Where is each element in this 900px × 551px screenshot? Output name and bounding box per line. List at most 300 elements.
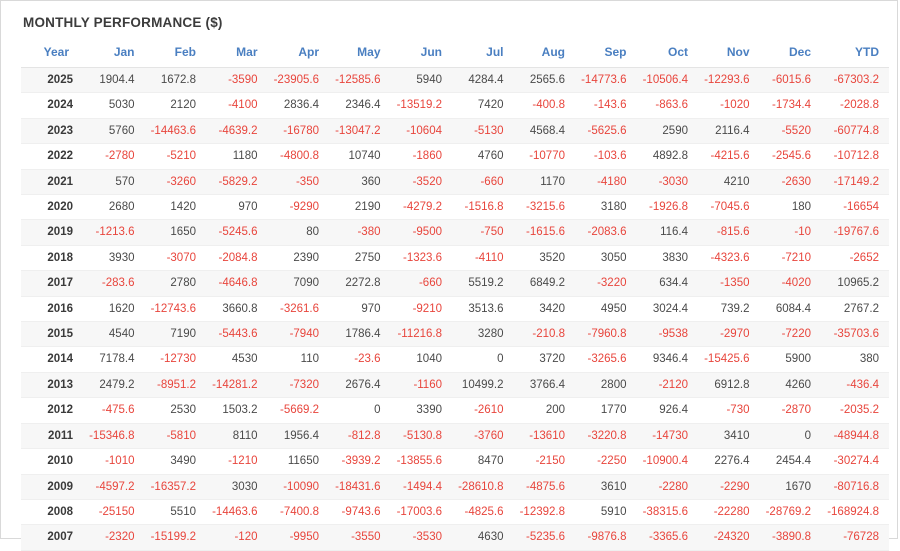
cell-dec: 1670 xyxy=(785,480,811,493)
cell-ytd: -10712.8 xyxy=(833,150,879,163)
cell-sep: 2800 xyxy=(600,378,627,391)
table-row[interactable] xyxy=(21,271,889,296)
cell-feb: 2530 xyxy=(170,404,196,417)
cell-nov: -2290 xyxy=(720,480,750,493)
cell-aug: -210.8 xyxy=(532,328,565,341)
cell-nov: -22280 xyxy=(713,505,750,518)
cell-feb: 1420 xyxy=(170,201,196,214)
cell-oct: 9346.4 xyxy=(652,353,688,366)
cell-mar: -5829.2 xyxy=(218,175,258,188)
cell-jun: -9500 xyxy=(412,226,442,239)
cell-jun: -17003.6 xyxy=(396,505,442,518)
cell-year: 2024 xyxy=(47,99,73,112)
cell-jan: -2320 xyxy=(105,531,135,544)
cell-nov: -4215.6 xyxy=(710,150,750,163)
cell-oct: 4892.8 xyxy=(652,150,688,163)
cell-may: -812.8 xyxy=(347,429,381,442)
cell-may: 360 xyxy=(361,175,381,188)
cell-jan: 1904.4 xyxy=(99,74,135,86)
cell-year: 2025 xyxy=(47,74,73,86)
cell-may: 2676.4 xyxy=(345,378,381,391)
cell-aug: 1170 xyxy=(540,175,565,188)
cell-aug: -1615.6 xyxy=(525,226,565,239)
cell-apr: 2390 xyxy=(293,251,319,264)
cell-aug: 3720 xyxy=(539,353,565,366)
cell-jun: -11216.8 xyxy=(397,328,442,341)
cell-nov: -24320 xyxy=(713,531,750,544)
cell-jun: -5130.8 xyxy=(402,429,442,442)
cell-ytd: -80716.8 xyxy=(833,480,879,493)
cell-oct: -2120 xyxy=(658,378,688,391)
cell-jan: 4540 xyxy=(108,328,135,341)
cell-mar: 3660.8 xyxy=(222,302,258,315)
table-row[interactable] xyxy=(21,245,889,270)
cell-sep: -9876.8 xyxy=(587,531,627,544)
cell-oct: -863.6 xyxy=(655,99,688,112)
cell-may: 1786.4 xyxy=(345,328,381,341)
cell-nov: 739.2 xyxy=(720,302,750,315)
column-header-nov[interactable]: Nov xyxy=(698,39,760,68)
cell-dec: 180 xyxy=(791,201,811,214)
cell-may: 2272.8 xyxy=(345,277,381,290)
cell-ytd: -60774.8 xyxy=(833,124,879,137)
cell-jan: 5030 xyxy=(108,99,135,112)
table-row[interactable] xyxy=(21,93,889,118)
cell-jan: 5760 xyxy=(108,124,135,137)
column-header-oct[interactable]: Oct xyxy=(637,39,699,68)
cell-apr: -7940 xyxy=(289,328,319,341)
cell-year: 2008 xyxy=(47,505,73,518)
cell-dec: -4020 xyxy=(781,277,811,290)
cell-mar: -1210 xyxy=(228,455,258,468)
cell-jun: -1860 xyxy=(412,150,442,163)
table-row[interactable] xyxy=(21,525,889,550)
cell-jun: -13855.6 xyxy=(396,455,442,468)
cell-sep: -4180 xyxy=(597,175,627,188)
cell-jul: 4760 xyxy=(477,150,504,163)
cell-jan: 3930 xyxy=(108,251,135,264)
cell-dec: -2630 xyxy=(781,175,811,188)
table-row[interactable] xyxy=(21,398,889,423)
cell-nov: -1020 xyxy=(720,99,750,112)
cell-year: 2011 xyxy=(48,429,73,442)
cell-apr: -16780 xyxy=(283,124,319,137)
table-row[interactable] xyxy=(21,118,889,143)
cell-dec: -6015.6 xyxy=(771,74,811,86)
cell-aug: -4875.6 xyxy=(525,480,565,493)
cell-year: 2022 xyxy=(47,150,73,163)
cell-mar: -4639.2 xyxy=(218,124,258,137)
cell-nov: -7045.6 xyxy=(710,201,750,214)
cell-mar: -14281.2 xyxy=(212,378,258,391)
cell-jan: -2780 xyxy=(105,150,135,163)
cell-jan: -1010 xyxy=(105,455,135,468)
cell-year: 2009 xyxy=(47,480,73,493)
cell-feb: 7190 xyxy=(170,328,196,341)
cell-feb: 2120 xyxy=(170,99,196,112)
cell-oct: -3030 xyxy=(658,175,688,188)
cell-sep: -3265.6 xyxy=(587,353,627,366)
monthly-performance-table xyxy=(21,39,889,551)
cell-nov: 6912.8 xyxy=(714,378,750,391)
column-header-dec[interactable]: Dec xyxy=(760,39,822,68)
cell-ytd: 2767.2 xyxy=(843,302,879,315)
cell-year: 2015 xyxy=(47,328,73,341)
column-header-feb[interactable]: Feb xyxy=(145,39,207,68)
cell-mar: 1180 xyxy=(232,150,258,163)
cell-mar: 3030 xyxy=(231,480,258,493)
cell-sep: 5910 xyxy=(600,505,627,518)
cell-year: 2013 xyxy=(47,378,73,391)
cell-aug: 3766.4 xyxy=(529,378,565,391)
cell-jan: -4597.2 xyxy=(95,480,135,493)
cell-year: 2018 xyxy=(47,251,73,264)
table-row[interactable] xyxy=(21,322,889,347)
cell-jan: -1213.6 xyxy=(95,226,135,239)
cell-ytd: -35703.6 xyxy=(833,328,879,341)
cell-nov: 3410 xyxy=(723,429,750,442)
cell-jun: -1494.4 xyxy=(402,480,442,493)
table-body xyxy=(21,68,889,551)
cell-sep: -143.6 xyxy=(593,99,627,112)
cell-nov: -1350 xyxy=(720,277,750,290)
cell-jul: -660 xyxy=(480,175,504,188)
cell-feb: 5510 xyxy=(170,505,196,518)
cell-jul: 3513.6 xyxy=(468,302,504,315)
column-header-aug[interactable]: Aug xyxy=(514,39,576,68)
cell-feb: 1672.8 xyxy=(160,74,196,86)
cell-oct: -3365.6 xyxy=(648,531,688,544)
cell-feb: -5810 xyxy=(166,429,196,442)
cell-apr: -7320 xyxy=(289,378,319,391)
cell-ytd: -2028.8 xyxy=(839,99,879,112)
cell-jul: 8470 xyxy=(477,455,504,468)
cell-dec: -1734.4 xyxy=(771,99,811,112)
cell-jul: 4630 xyxy=(477,531,504,544)
cell-year: 2007 xyxy=(47,531,73,544)
cell-feb: 3490 xyxy=(170,455,196,468)
cell-mar: -4646.8 xyxy=(218,277,258,290)
cell-year: 2020 xyxy=(47,201,73,214)
cell-feb: -5210 xyxy=(166,150,196,163)
cell-apr: -10090 xyxy=(283,480,319,493)
table-row[interactable] xyxy=(21,372,889,397)
cell-apr: -9950 xyxy=(289,531,319,544)
cell-aug: 2565.6 xyxy=(529,74,565,86)
cell-may: -3939.2 xyxy=(341,455,381,468)
cell-year: 2021 xyxy=(47,175,73,188)
cell-may: 2750 xyxy=(354,251,381,264)
cell-ytd: -67303.2 xyxy=(833,74,879,86)
cell-feb: 1650 xyxy=(170,226,196,239)
cell-nov: -4323.6 xyxy=(710,251,750,264)
cell-apr: 1956.4 xyxy=(283,429,319,442)
cell-sep: -14773.6 xyxy=(581,74,627,86)
cell-jan: -25150 xyxy=(98,505,135,518)
cell-jul: 3280 xyxy=(477,328,504,341)
cell-feb: -15199.2 xyxy=(150,531,196,544)
cell-mar: -14463.6 xyxy=(212,505,258,518)
cell-dec: -5520 xyxy=(781,124,811,137)
table-row[interactable] xyxy=(21,449,889,474)
table-row[interactable] xyxy=(21,144,889,169)
cell-sep: -5625.6 xyxy=(587,124,627,137)
cell-ytd: -19767.6 xyxy=(833,226,879,239)
column-header-jun[interactable]: Jun xyxy=(391,39,453,68)
column-header-jul[interactable]: Jul xyxy=(452,39,514,68)
cell-dec: -2870 xyxy=(781,404,811,417)
cell-mar: 1503.2 xyxy=(222,404,258,417)
cell-jun: -1323.6 xyxy=(402,251,442,264)
cell-may: -18431.6 xyxy=(335,480,381,493)
table-row[interactable] xyxy=(21,68,889,93)
column-header-apr[interactable]: Apr xyxy=(268,39,330,68)
cell-oct: -38315.6 xyxy=(642,505,688,518)
cell-jul: -5130 xyxy=(474,124,504,137)
cell-may: -13047.2 xyxy=(335,124,381,137)
cell-dec: -10 xyxy=(794,226,811,239)
cell-may: 0 xyxy=(374,404,381,417)
cell-jun: -1160 xyxy=(413,378,442,391)
cell-oct: 3024.4 xyxy=(652,302,688,315)
cell-apr: -9290 xyxy=(289,201,319,214)
cell-sep: 1770 xyxy=(600,404,627,417)
cell-jul: 4284.4 xyxy=(468,74,504,86)
cell-feb: -16357.2 xyxy=(150,480,196,493)
cell-oct: 926.4 xyxy=(659,404,688,417)
cell-apr: 80 xyxy=(306,226,319,239)
cell-oct: -2280 xyxy=(658,480,688,493)
table-row[interactable] xyxy=(21,499,889,524)
cell-oct: -1926.8 xyxy=(648,201,688,214)
cell-sep: -3220.8 xyxy=(587,429,627,442)
cell-dec: 2454.4 xyxy=(775,455,811,468)
cell-jan: 1620 xyxy=(108,302,135,315)
cell-jul: 5519.2 xyxy=(468,277,504,290)
cell-dec: -3890.8 xyxy=(771,531,811,544)
cell-sep: -103.6 xyxy=(593,150,627,163)
cell-may: -380 xyxy=(357,226,381,239)
cell-aug: -10770 xyxy=(529,150,565,163)
cell-may: 10740 xyxy=(348,150,381,163)
cell-jan: -283.6 xyxy=(101,277,135,290)
cell-apr: -23905.6 xyxy=(273,74,319,86)
cell-may: -9743.6 xyxy=(341,505,381,518)
cell-aug: -5235.6 xyxy=(525,531,565,544)
cell-jun: -660 xyxy=(418,277,442,290)
cell-ytd: -436.4 xyxy=(846,378,879,391)
cell-jun: -3520 xyxy=(412,175,442,188)
cell-sep: 3180 xyxy=(600,201,627,214)
cell-jun: -4279.2 xyxy=(402,201,442,214)
cell-ytd: -2652 xyxy=(849,251,879,264)
column-header-may[interactable]: May xyxy=(329,39,391,68)
cell-jan: 570 xyxy=(115,175,135,188)
cell-mar: -3590 xyxy=(228,74,258,86)
cell-dec: -28769.2 xyxy=(765,505,811,518)
cell-mar: -5443.6 xyxy=(218,328,258,341)
cell-jul: -3760 xyxy=(474,429,504,442)
cell-mar: -4100 xyxy=(228,99,258,112)
cell-apr: -4800.8 xyxy=(279,150,319,163)
cell-jun: -10604 xyxy=(406,124,442,137)
cell-may: -23.6 xyxy=(354,353,381,366)
cell-apr: -350 xyxy=(295,175,319,188)
cell-feb: -3070 xyxy=(166,251,196,264)
cell-oct: 116.4 xyxy=(660,226,688,239)
cell-jul: 0 xyxy=(497,353,504,366)
cell-jul: 10499.2 xyxy=(461,378,504,391)
cell-nov: -2970 xyxy=(720,328,750,341)
cell-mar: -5245.6 xyxy=(218,226,258,239)
cell-ytd: -2035.2 xyxy=(839,404,879,417)
cell-may: 970 xyxy=(361,302,381,315)
column-header-jan[interactable]: Jan xyxy=(83,39,145,68)
cell-jan: -475.6 xyxy=(101,404,135,417)
cell-dec: 5900 xyxy=(785,353,811,366)
cell-year: 2019 xyxy=(47,226,73,239)
cell-nov: -12293.6 xyxy=(704,74,750,86)
cell-ytd: -48944.8 xyxy=(833,429,879,442)
cell-jun: 1040 xyxy=(416,353,442,366)
cell-feb: 2780 xyxy=(170,277,196,290)
table-row[interactable] xyxy=(21,195,889,220)
cell-aug: -2150 xyxy=(535,455,565,468)
column-header-sep[interactable]: Sep xyxy=(575,39,637,68)
cell-sep: -7960.8 xyxy=(587,328,627,341)
cell-apr: -5669.2 xyxy=(279,404,319,417)
cell-jun: 3390 xyxy=(416,404,442,417)
table-row[interactable] xyxy=(21,347,889,372)
cell-aug: 3520 xyxy=(539,251,565,264)
cell-dec: -7220 xyxy=(781,328,811,341)
cell-apr: -3261.6 xyxy=(279,302,319,315)
cell-may: -12585.6 xyxy=(335,74,381,86)
cell-mar: 970 xyxy=(238,201,258,214)
cell-apr: 7090 xyxy=(293,277,319,290)
table-row[interactable] xyxy=(21,423,889,448)
cell-nov: 2116.4 xyxy=(715,124,750,137)
table-row[interactable] xyxy=(21,474,889,499)
cell-aug: 4568.4 xyxy=(529,124,565,137)
cell-jul: 7420 xyxy=(477,99,504,112)
cell-jan: -15346.8 xyxy=(89,429,135,442)
cell-jul: -750 xyxy=(480,226,504,239)
cell-ytd: -17149.2 xyxy=(833,175,879,188)
cell-nov: -730 xyxy=(726,404,750,417)
cell-jul: -1516.8 xyxy=(464,201,504,214)
cell-oct: 3830 xyxy=(662,251,688,264)
cell-year: 2012 xyxy=(47,404,73,417)
cell-may: -3550 xyxy=(351,531,381,544)
cell-ytd: -30274.4 xyxy=(833,455,879,468)
cell-oct: -10506.4 xyxy=(642,74,688,86)
cell-dec: 4260 xyxy=(785,378,811,391)
cell-apr: 11650 xyxy=(287,455,319,468)
cell-aug: 3420 xyxy=(539,302,565,315)
cell-sep: -2250 xyxy=(597,455,627,468)
cell-oct: -9538 xyxy=(658,328,688,341)
cell-sep: 3610 xyxy=(600,480,627,493)
cell-year: 2016 xyxy=(47,302,73,315)
table-row[interactable] xyxy=(21,169,889,194)
cell-jun: 5940 xyxy=(416,74,442,86)
cell-feb: -3260 xyxy=(166,175,196,188)
cell-jan: 7178.4 xyxy=(99,353,135,366)
cell-apr: 110 xyxy=(300,353,319,366)
cell-ytd: -168924.8 xyxy=(827,505,879,518)
cell-mar: -120 xyxy=(234,531,258,544)
cell-mar: 8110 xyxy=(232,429,258,442)
cell-apr: -7400.8 xyxy=(279,505,319,518)
cell-year: 2014 xyxy=(47,353,73,366)
cell-jun: -9210 xyxy=(412,302,442,315)
cell-mar: -2084.8 xyxy=(218,251,258,264)
column-header-ytd[interactable]: YTD xyxy=(821,39,889,68)
cell-may: 2190 xyxy=(354,201,381,214)
cell-jul: -28610.8 xyxy=(458,480,504,493)
cell-may: 2346.4 xyxy=(345,99,381,112)
cell-year: 2017 xyxy=(47,277,73,290)
cell-sep: 3050 xyxy=(600,251,627,264)
table-header-row xyxy=(21,39,889,68)
cell-ytd: -76728 xyxy=(843,531,879,544)
cell-aug: 200 xyxy=(545,404,565,417)
cell-nov: -15425.6 xyxy=(704,353,750,366)
cell-jul: -4110 xyxy=(474,251,504,264)
cell-ytd: -16654 xyxy=(843,201,879,214)
cell-sep: -3220 xyxy=(597,277,627,290)
cell-jun: -3530 xyxy=(412,531,442,544)
cell-aug: -400.8 xyxy=(532,99,565,112)
cell-feb: -14463.6 xyxy=(150,124,196,137)
column-header-mar[interactable]: Mar xyxy=(206,39,268,68)
cell-nov: 2276.4 xyxy=(714,455,750,468)
cell-feb: -8951.2 xyxy=(156,378,196,391)
cell-nov: 4210 xyxy=(723,175,750,188)
cell-year: 2010 xyxy=(47,455,73,468)
cell-dec: -2545.6 xyxy=(771,150,811,163)
cell-aug: 6849.2 xyxy=(529,277,565,290)
cell-ytd: 380 xyxy=(859,353,879,366)
table-row[interactable] xyxy=(21,296,889,321)
table-header xyxy=(21,39,889,68)
column-header-year[interactable]: Year xyxy=(21,39,83,68)
cell-year: 2023 xyxy=(47,124,73,137)
cell-jul: -2610 xyxy=(474,404,504,417)
cell-dec: 0 xyxy=(804,429,811,442)
page-title: MONTHLY PERFORMANCE ($) xyxy=(23,15,223,30)
cell-ytd: 10965.2 xyxy=(837,277,879,290)
cell-aug: -13610 xyxy=(529,429,565,442)
cell-feb: -12730 xyxy=(160,353,196,366)
cell-feb: -12743.6 xyxy=(150,302,196,315)
cell-oct: 2590 xyxy=(662,124,688,137)
cell-aug: -3215.6 xyxy=(525,201,565,214)
cell-apr: 2836.4 xyxy=(283,99,319,112)
cell-oct: -10900.4 xyxy=(642,455,688,468)
cell-mar: 4530 xyxy=(231,353,258,366)
cell-jan: 2479.2 xyxy=(99,378,135,391)
cell-sep: -2083.6 xyxy=(587,226,627,239)
cell-dec: 6084.4 xyxy=(775,302,811,315)
cell-sep: 4950 xyxy=(600,302,627,315)
cell-jan: 2680 xyxy=(108,201,135,214)
cell-jun: -13519.2 xyxy=(396,99,442,112)
cell-oct: 634.4 xyxy=(659,277,688,290)
cell-aug: -12392.8 xyxy=(519,505,565,518)
table-row[interactable] xyxy=(21,220,889,245)
